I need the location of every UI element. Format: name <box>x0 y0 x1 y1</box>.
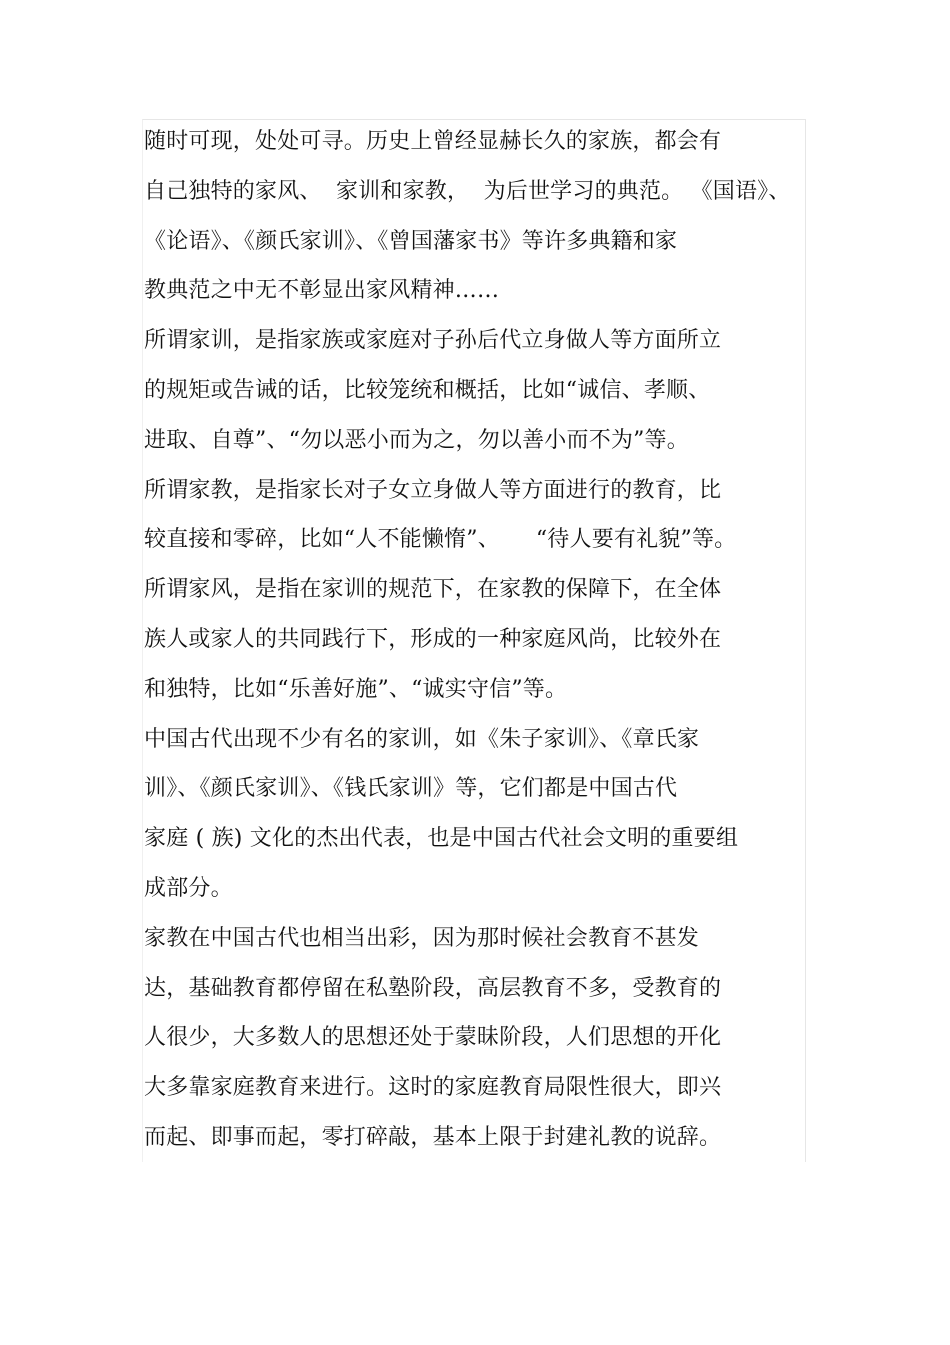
text-line: 达，基础教育都停留在私塾阶段，高层教育不多，受教育的 <box>144 975 722 1001</box>
text-line: 较直接和零碎，比如“人不能懒惰”、 “待人要有礼貌”等。 <box>144 527 737 553</box>
text-line: 训》、《颜氏家训》、《钱氏家训》等，它们都是中国古代 <box>144 776 678 802</box>
text-line: 中国古代出现不少有名的家训，如《朱子家训》、《章氏家 <box>144 726 700 752</box>
text-line: 随时可现，处处可寻。历史上曾经显赫长久的家族，都会有 <box>144 129 722 154</box>
text-line: 《论语》、《颜氏家训》、《曾国藩家书》等许多典籍和家 <box>144 228 678 254</box>
text-line: 大多靠家庭教育来进行。这时的家庭教育局限性很大，即兴 <box>144 1075 722 1101</box>
text-line: 家庭 ( 族) 文化的杰出代表，也是中国古代社会文明的重要组 <box>144 826 739 852</box>
text-line: 和独特，比如“乐善好施”、“诚实守信”等。 <box>144 676 568 702</box>
text-line: 的规矩或告诫的话，比较笼统和概括，比如“诚信、孝顺、 <box>144 377 711 403</box>
text-line: 所谓家教，是指家长对子女立身做人等方面进行的教育，比 <box>144 477 722 503</box>
text-line: 自己独特的家风、 家训和家教， 为后世学习的典范。 《国语》、 <box>144 178 791 204</box>
text-line: 家教在中国古代也相当出彩，因为那时候社会教育不甚发 <box>144 925 700 951</box>
text-line: 所谓家风，是指在家训的规范下，在家教的保障下，在全体 <box>144 577 722 603</box>
text-line: 进取、自尊”、“勿以恶小而为之，勿以善小而不为”等。 <box>144 427 689 453</box>
document-body <box>144 117 824 1163</box>
text-line: 族人或家人的共同践行下，形成的一种家庭风尚，比较外在 <box>144 626 722 652</box>
text-line: 成部分。 <box>144 875 233 901</box>
text-line: 所谓家训，是指家族或家庭对子孙后代立身做人等方面所立 <box>144 328 722 354</box>
text-line: 教典范之中无不彰显出家风精神…… <box>144 278 500 304</box>
text-line: 人很少，大多数人的思想还处于蒙昧阶段，人们思想的开化 <box>144 1025 722 1051</box>
text-line: 而起、即事而起，零打碎敲，基本上限于封建礼教的说辞。 <box>144 1124 722 1150</box>
